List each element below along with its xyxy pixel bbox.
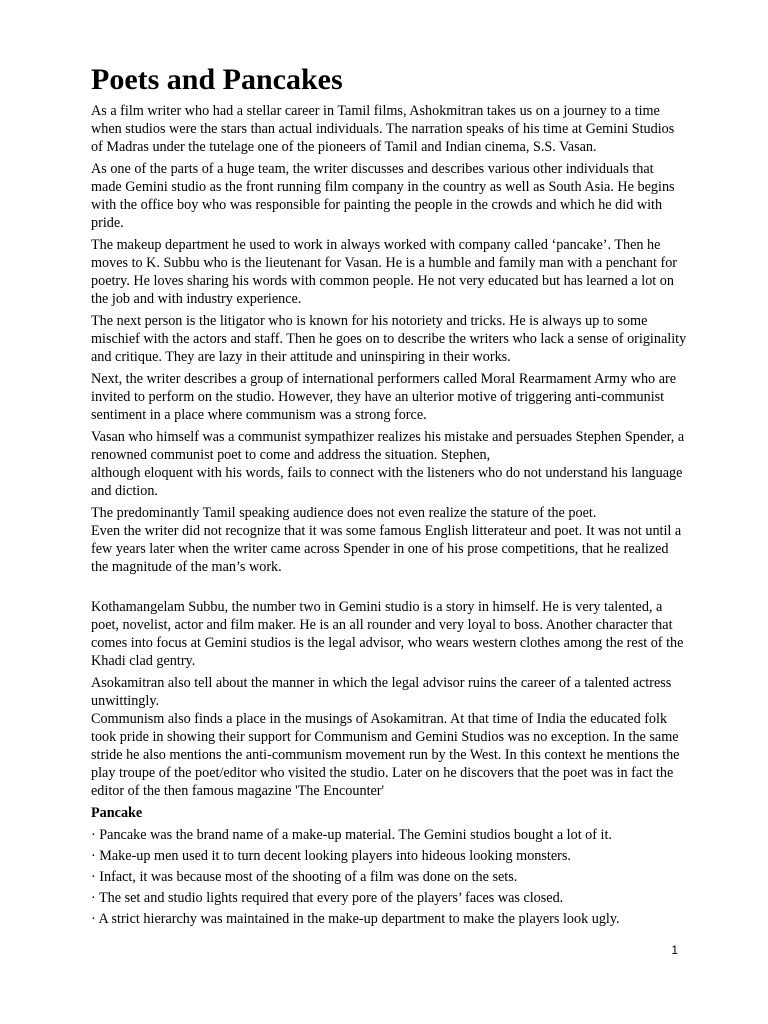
paragraph: Communism also finds a place in the musings of Asokamitran. At that time of India the educated folk took pride in showing their support for Communism and Gemini Studios was no exception. In the same stride he also mentions the anti-communism movement run by the West. In this context he mentions the play troupe of the poet/editor who visited the studio. Later on he discovers that the poet was in fact the editor of the then famous magazine 'The Encounter' (91, 711, 680, 799)
blank-line (91, 580, 687, 598)
paragraph: As one of the parts of a huge team, the writer discusses and describes various other individuals that made Gemini studio as the front running film company in the country as well as South Asia. He begins with the office boy who was responsible for painting the people in the crowds and which he did with pride. (91, 161, 675, 231)
paragraph: The predominantly Tamil speaking audience does not even realize the stature of the poet. (91, 505, 597, 521)
bullet-item: · A strict hierarchy was maintained in the make-up department to make the players look ugly. (91, 911, 620, 927)
page-number: 1 (671, 943, 678, 957)
bullet-item: · Pancake was the brand name of a make-up material. The Gemini studios bought a lot of it. (91, 827, 612, 843)
paragraph: Next, the writer describes a group of international performers called Moral Rearmament Army who are invited to perform on the studio. However, they have an ulterior motive of triggering anti-communist sentiment in a place where communism was a strong force. (91, 371, 677, 423)
paragraph: although eloquent with his words, fails to connect with the listeners who do not understand his language and diction. (91, 465, 683, 499)
document-title: Poets and Pancakes (91, 63, 343, 96)
paragraph: Asokamitran also tell about the manner in which the legal advisor ruins the career of a talented actress unwittingly. (91, 675, 672, 709)
section-subheading: Pancake (91, 805, 143, 821)
paragraph: The next person is the litigator who is known for his notoriety and tricks. He is always up to some mischief with the actors and staff. Then he goes on to describe the writers who lack a sense of originality and critique. They are lazy in their attitude and uninspiring in their works. (91, 313, 687, 365)
document-page (91, 62, 687, 931)
bullet-item: · Infact, it was because most of the shooting of a film was done on the sets. (91, 869, 518, 885)
bullet-item: · The set and studio lights required that every pore of the players’ faces was closed. (91, 890, 564, 906)
paragraph: Kothamangelam Subbu, the number two in Gemini studio is a story in himself. He is very talented, a poet, novelist, actor and film maker. He is an all rounder and very loyal to boss. Another character that comes into focus at Gemini studios is the legal advisor, who wears western clothes among the rest of the Khadi clad gentry. (91, 599, 684, 669)
paragraph: The makeup department he used to work in always worked with company called ‘pancake’. Then he moves to K. Subbu who is the lieutenant for Vasan. He is a humble and family man with a penchant for poetry. He loves sharing his words with common people. He not very educated but has learned a lot on the job and with industry experience. (91, 237, 678, 307)
paragraph: As a film writer who had a stellar career in Tamil films, Ashokmitran takes us on a journey to a time when studios were the stars than actual individuals. The narration speaks of his time at Gemini Studios of Madras under the tutelage one of the pioneers of Tamil and Indian cinema, S.S. Vasan. (91, 103, 675, 155)
paragraph: Vasan who himself was a communist sympathizer realizes his mistake and persuades Stephen Spender, a renowned communist poet to come and address the situation. Stephen, (91, 429, 685, 463)
bullet-item: · Make-up men used it to turn decent looking players into hideous looking monsters. (91, 848, 571, 864)
paragraph: Even the writer did not recognize that it was some famous English litterateur and poet. It was not until a few years later when the writer came across Spender in one of his prose competitions, that he realized the magnitude of the man’s work. (91, 523, 682, 575)
